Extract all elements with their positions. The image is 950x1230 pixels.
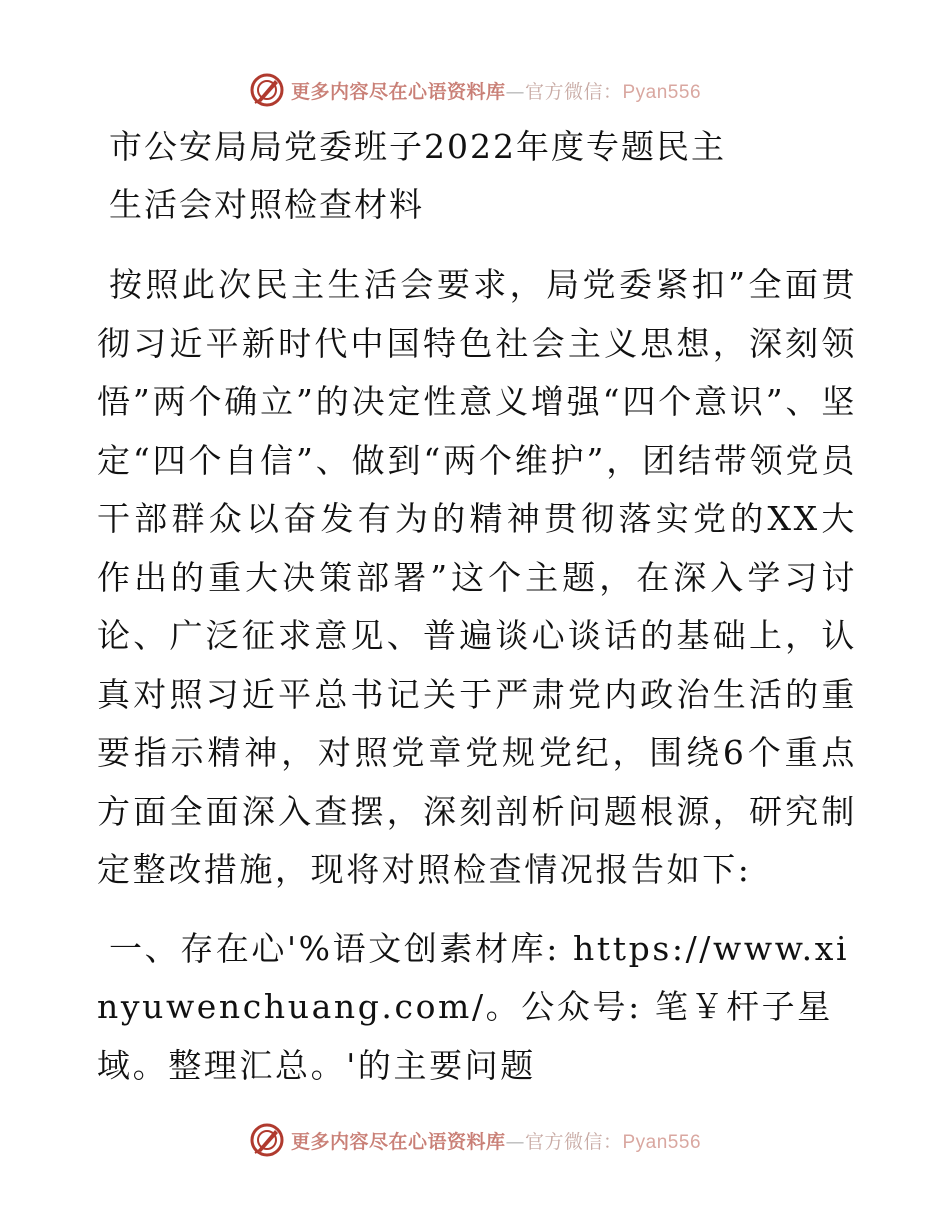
watermark-text xyxy=(291,77,701,104)
quill-seal-icon xyxy=(249,72,285,108)
watermark-wechat-id: Pyan556 xyxy=(622,1131,702,1153)
watermark-banner-top xyxy=(0,70,950,110)
quill-seal-icon xyxy=(249,1122,285,1158)
watermark-lead: 更多内容尽在心语资料库 xyxy=(290,80,506,103)
watermark-text xyxy=(291,1127,701,1154)
watermark-wechat-label: 官方微信： xyxy=(524,80,623,103)
watermark-separator: — xyxy=(505,80,525,103)
intro-paragraph: 按照此次民主生活会要求，局党委紧扣”全面贯彻习近平新时代中国特色社会主义思想，深刻领悟”两个确立”的决定性意义增强“四个意识”、坚定“四个自信”、做到“两个维护”，团结带领党员干部群众以奋发有为的精神贯彻落实党的XX大作出的重大决策部署”这个主题，在深入学习讨论、广泛征求意见、普遍谈心谈话的基础上，认真对照习近平总书记关于严肃党内政治生活的重要指示精神，对照党章党规党纪，围绕6个重点方面全面深入查摆，深刻剖析问题根源，研究制定整改措施，现将对照检查情况报告如下: xyxy=(97,265,857,889)
document-title-line-2: 生活会对照检查材料 xyxy=(109,185,424,224)
watermark-banner-bottom xyxy=(0,1120,950,1160)
watermark-wechat-label: 官方微信： xyxy=(524,1130,623,1153)
watermark-lead: 更多内容尽在心语资料库 xyxy=(290,1130,506,1153)
section-heading-1: 一、存在心'%语文创素材库: https://www.xinyuwenchuang.com/。公众号: 笔￥杆子星域。整理汇总。'的主要问题 xyxy=(97,928,850,1085)
document-title-line-1: 市公安局局党委班子2022年度专题民主 xyxy=(109,127,726,166)
watermark-separator: — xyxy=(505,1130,525,1153)
document-body xyxy=(97,118,857,1095)
watermark-wechat-id: Pyan556 xyxy=(622,81,702,103)
